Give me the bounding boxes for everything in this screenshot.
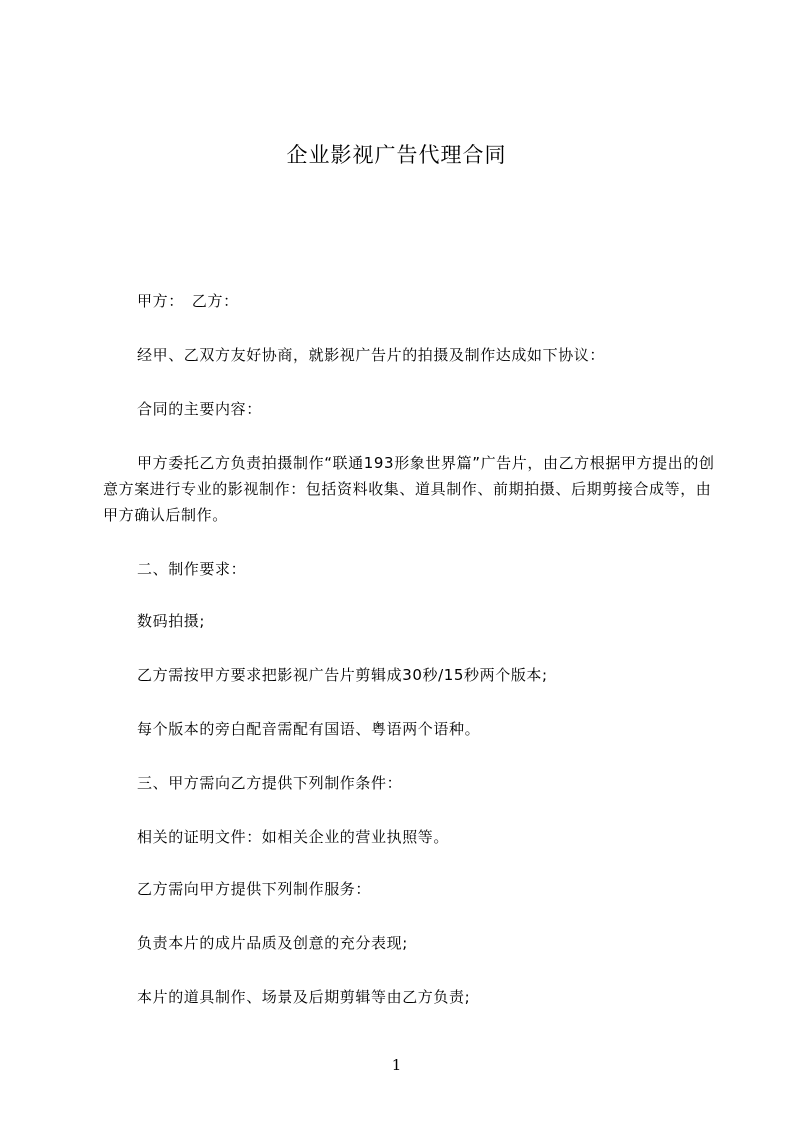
document-title: 企业影视广告代理合同	[286, 143, 507, 167]
requirement-item: 数码拍摄;	[137, 612, 206, 630]
service-item: 本片的道具制作、场景及后期剪辑等由乙方负责;	[137, 988, 471, 1006]
service-item: 负责本片的成片品质及创意的充分表现;	[137, 934, 408, 952]
requirement-item: 每个版本的旁白配音需配有国语、粤语两个语种。	[137, 720, 481, 738]
party-line: 甲方： 乙方：	[137, 292, 239, 310]
condition-item: 相关的证明文件：如相关企业的营业执照等。	[137, 828, 450, 846]
page-number: 1	[391, 1056, 402, 1074]
service-heading: 乙方需向甲方提供下列制作服务：	[137, 880, 372, 898]
preamble-paragraph: 经甲、乙双方友好协商，就影视广告片的拍摄及制作达成如下协议：	[137, 346, 606, 364]
section-two-heading: 二、制作要求：	[137, 560, 247, 578]
section-three-heading: 三、甲方需向乙方提供下列制作条件：	[137, 774, 403, 792]
commission-paragraph: 甲方委托乙方负责拍摄制作“联通193形象世界篇”广告片，由乙方根据甲方提出的创意方案进行专业的影视制作：包括资料收集、道具制作、前期拍摄、后期剪接合成等，由甲方确认后制作。	[103, 454, 715, 524]
requirement-item: 乙方需按甲方要求把影视广告片剪辑成30秒/15秒两个版本;	[137, 666, 548, 684]
section-main-content-heading: 合同的主要内容：	[137, 400, 262, 418]
